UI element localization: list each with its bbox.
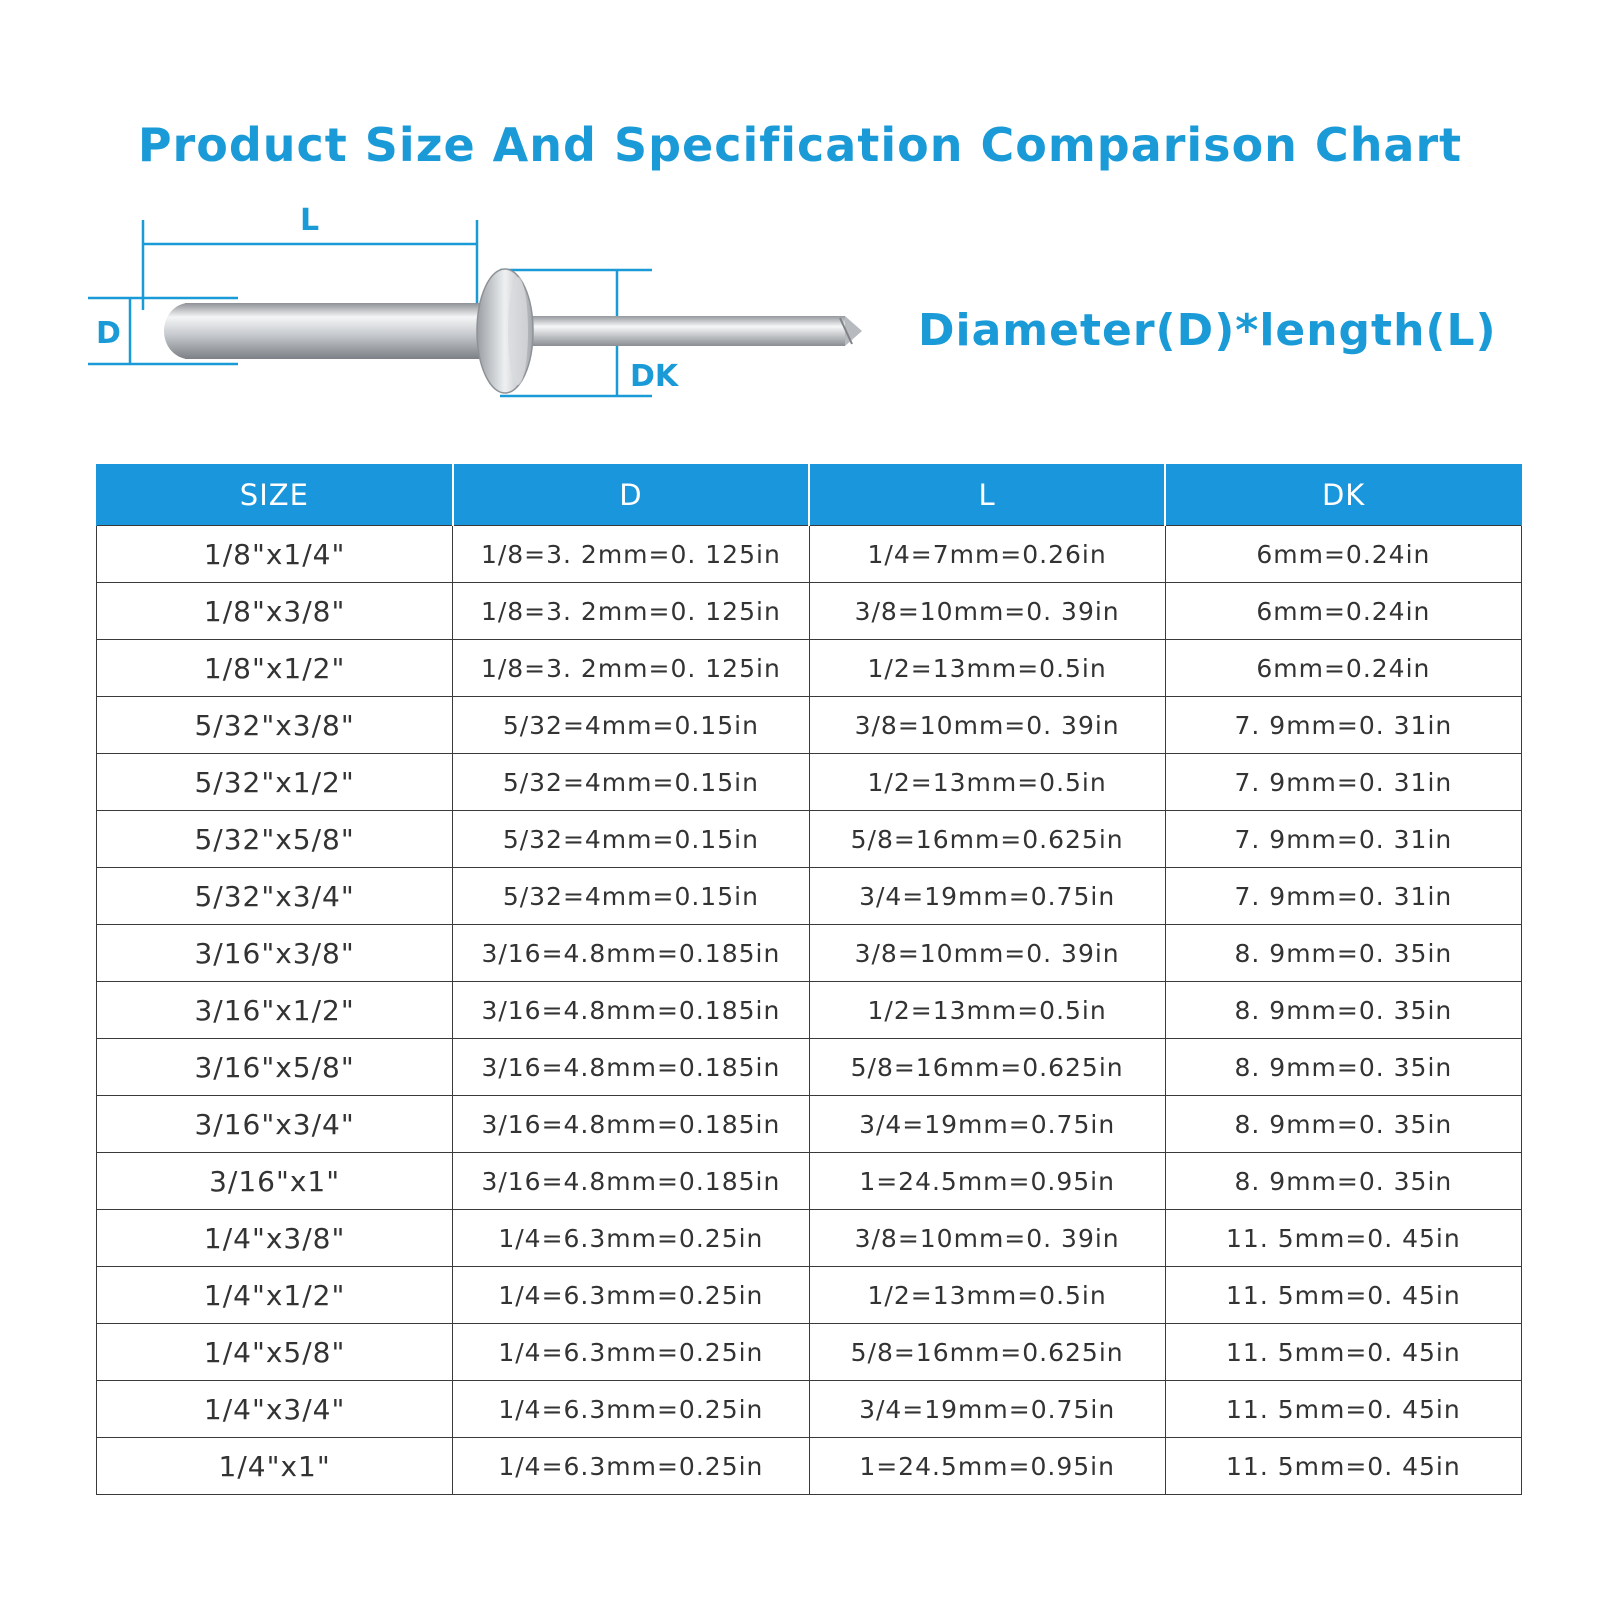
cell-l: 3/4=19mm=0.75in bbox=[809, 1381, 1165, 1438]
cell-dk: 8. 9mm=0. 35in bbox=[1165, 1039, 1521, 1096]
cell-d: 1/4=6.3mm=0.25in bbox=[453, 1381, 809, 1438]
cell-l: 1/2=13mm=0.5in bbox=[809, 1267, 1165, 1324]
cell-l: 1/4=7mm=0.26in bbox=[809, 526, 1165, 583]
cell-l: 1=24.5mm=0.95in bbox=[809, 1438, 1165, 1495]
cell-l: 1/2=13mm=0.5in bbox=[809, 982, 1165, 1039]
cell-d: 1/4=6.3mm=0.25in bbox=[453, 1438, 809, 1495]
cell-dk: 8. 9mm=0. 35in bbox=[1165, 1153, 1521, 1210]
cell-size: 3/16"x5/8" bbox=[97, 1039, 453, 1096]
cell-size: 1/8"x1/2" bbox=[97, 640, 453, 697]
cell-dk: 11. 5mm=0. 45in bbox=[1165, 1381, 1521, 1438]
header-d: D bbox=[453, 465, 809, 526]
cell-l: 3/8=10mm=0. 39in bbox=[809, 1210, 1165, 1267]
table-row bbox=[97, 1210, 1522, 1267]
table-header-row bbox=[97, 465, 1522, 526]
table-row bbox=[97, 583, 1522, 640]
cell-size: 1/4"x1" bbox=[97, 1438, 453, 1495]
cell-d: 3/16=4.8mm=0.185in bbox=[453, 925, 809, 982]
header-dk: DK bbox=[1165, 465, 1521, 526]
cell-size: 5/32"x5/8" bbox=[97, 811, 453, 868]
cell-dk: 8. 9mm=0. 35in bbox=[1165, 1096, 1521, 1153]
cell-l: 1/2=13mm=0.5in bbox=[809, 754, 1165, 811]
cell-size: 1/8"x3/8" bbox=[97, 583, 453, 640]
cell-d: 1/8=3. 2mm=0. 125in bbox=[453, 583, 809, 640]
cell-size: 5/32"x1/2" bbox=[97, 754, 453, 811]
table-row bbox=[97, 811, 1522, 868]
cell-d: 1/4=6.3mm=0.25in bbox=[453, 1210, 809, 1267]
head-diameter-label: DK bbox=[630, 359, 679, 394]
cell-dk: 11. 5mm=0. 45in bbox=[1165, 1267, 1521, 1324]
cell-dk: 6mm=0.24in bbox=[1165, 583, 1521, 640]
cell-d: 1/4=6.3mm=0.25in bbox=[453, 1324, 809, 1381]
rivet-diagram bbox=[0, 200, 900, 420]
cell-size: 5/32"x3/8" bbox=[97, 697, 453, 754]
cell-dk: 7. 9mm=0. 31in bbox=[1165, 754, 1521, 811]
cell-size: 1/4"x3/8" bbox=[97, 1210, 453, 1267]
header-l: L bbox=[809, 465, 1165, 526]
cell-dk: 6mm=0.24in bbox=[1165, 640, 1521, 697]
cell-l: 1/2=13mm=0.5in bbox=[809, 640, 1165, 697]
cell-dk: 7. 9mm=0. 31in bbox=[1165, 697, 1521, 754]
cell-size: 1/4"x1/2" bbox=[97, 1267, 453, 1324]
cell-dk: 11. 5mm=0. 45in bbox=[1165, 1210, 1521, 1267]
table-row bbox=[97, 1153, 1522, 1210]
table-body bbox=[97, 526, 1522, 1495]
table-row bbox=[97, 640, 1522, 697]
cell-d: 3/16=4.8mm=0.185in bbox=[453, 1153, 809, 1210]
cell-l: 3/4=19mm=0.75in bbox=[809, 1096, 1165, 1153]
cell-dk: 8. 9mm=0. 35in bbox=[1165, 982, 1521, 1039]
cell-l: 3/8=10mm=0. 39in bbox=[809, 697, 1165, 754]
table-row bbox=[97, 697, 1522, 754]
table-row bbox=[97, 1039, 1522, 1096]
cell-dk: 7. 9mm=0. 31in bbox=[1165, 811, 1521, 868]
table-row bbox=[97, 1096, 1522, 1153]
cell-d: 1/8=3. 2mm=0. 125in bbox=[453, 526, 809, 583]
cell-size: 1/4"x5/8" bbox=[97, 1324, 453, 1381]
cell-d: 1/8=3. 2mm=0. 125in bbox=[453, 640, 809, 697]
cell-l: 5/8=16mm=0.625in bbox=[809, 1039, 1165, 1096]
table-row bbox=[97, 1381, 1522, 1438]
cell-dk: 6mm=0.24in bbox=[1165, 526, 1521, 583]
cell-d: 1/4=6.3mm=0.25in bbox=[453, 1267, 809, 1324]
cell-l: 3/8=10mm=0. 39in bbox=[809, 583, 1165, 640]
cell-dk: 7. 9mm=0. 31in bbox=[1165, 868, 1521, 925]
table-row bbox=[97, 1438, 1522, 1495]
cell-dk: 8. 9mm=0. 35in bbox=[1165, 925, 1521, 982]
cell-d: 5/32=4mm=0.15in bbox=[453, 868, 809, 925]
cell-d: 3/16=4.8mm=0.185in bbox=[453, 1096, 809, 1153]
cell-l: 1=24.5mm=0.95in bbox=[809, 1153, 1165, 1210]
length-label: L bbox=[300, 203, 320, 238]
size-formula: Diameter(D)*length(L) bbox=[918, 305, 1497, 356]
cell-size: 5/32"x3/4" bbox=[97, 868, 453, 925]
cell-l: 5/8=16mm=0.625in bbox=[809, 811, 1165, 868]
page-title: Product Size And Specification Comparison Chart bbox=[137, 118, 1463, 172]
cell-l: 5/8=16mm=0.625in bbox=[809, 1324, 1165, 1381]
cell-dk: 11. 5mm=0. 45in bbox=[1165, 1438, 1521, 1495]
cell-d: 5/32=4mm=0.15in bbox=[453, 697, 809, 754]
header-size: SIZE bbox=[97, 465, 453, 526]
cell-l: 3/8=10mm=0. 39in bbox=[809, 925, 1165, 982]
cell-size: 3/16"x3/4" bbox=[97, 1096, 453, 1153]
table-row bbox=[97, 925, 1522, 982]
rivet-illustration bbox=[164, 269, 862, 393]
table-row bbox=[97, 1267, 1522, 1324]
table-row bbox=[97, 982, 1522, 1039]
cell-dk: 11. 5mm=0. 45in bbox=[1165, 1324, 1521, 1381]
table-row bbox=[97, 868, 1522, 925]
cell-d: 5/32=4mm=0.15in bbox=[453, 811, 809, 868]
table-row bbox=[97, 526, 1522, 583]
cell-d: 3/16=4.8mm=0.185in bbox=[453, 1039, 809, 1096]
cell-size: 3/16"x3/8" bbox=[97, 925, 453, 982]
cell-d: 3/16=4.8mm=0.185in bbox=[453, 982, 809, 1039]
spec-table bbox=[96, 464, 1522, 1495]
cell-d: 5/32=4mm=0.15in bbox=[453, 754, 809, 811]
cell-size: 1/4"x3/4" bbox=[97, 1381, 453, 1438]
cell-size: 1/8"x1/4" bbox=[97, 526, 453, 583]
table-row bbox=[97, 754, 1522, 811]
cell-size: 3/16"x1/2" bbox=[97, 982, 453, 1039]
cell-l: 3/4=19mm=0.75in bbox=[809, 868, 1165, 925]
cell-size: 3/16"x1" bbox=[97, 1153, 453, 1210]
table-row bbox=[97, 1324, 1522, 1381]
diameter-label: D bbox=[96, 316, 121, 351]
